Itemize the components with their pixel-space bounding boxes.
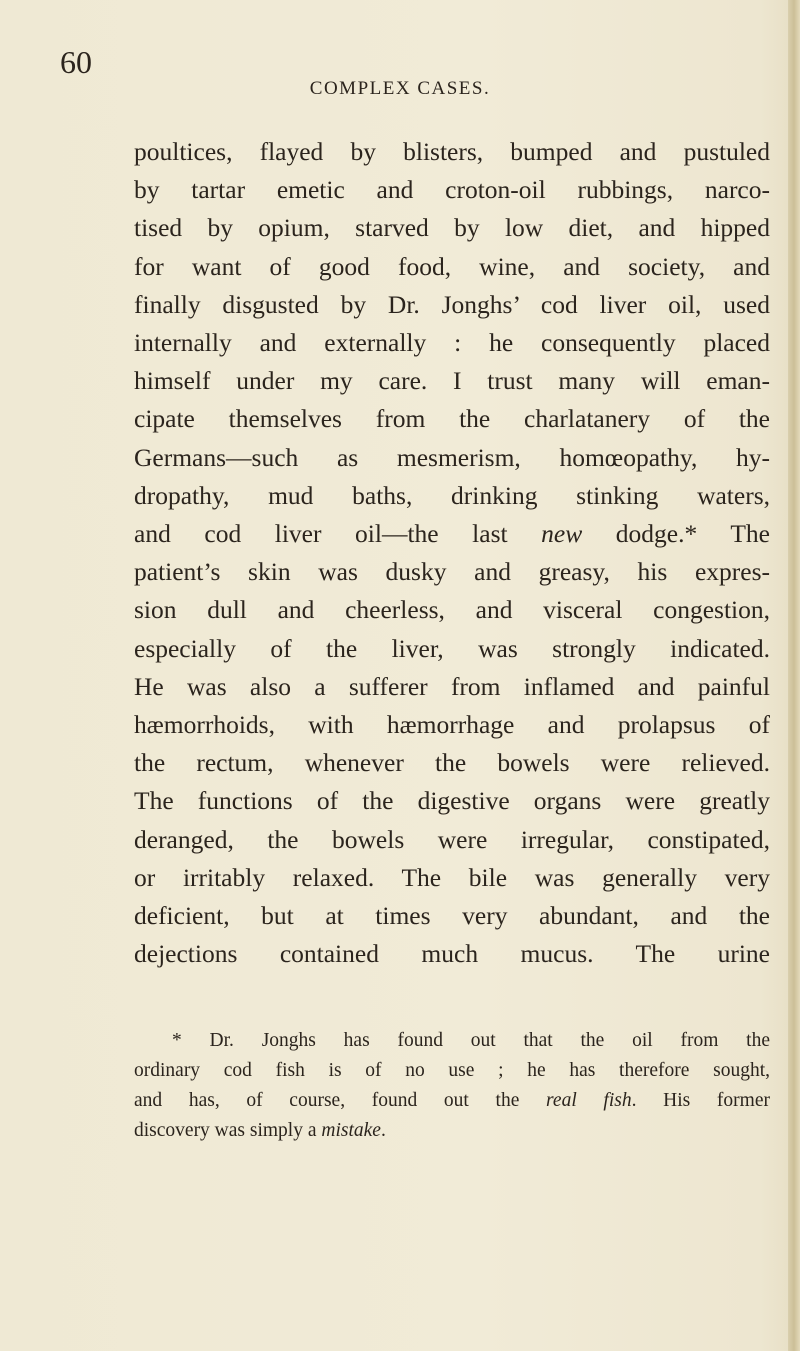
body-line-20: or irritably relaxed. The bile was generally very [134, 862, 770, 892]
body-line-18: The functions of the digestive organs were greatly [134, 786, 770, 816]
body-line-1: poultices, flayed by blisters, bumped and pustuled [134, 137, 770, 166]
body-line-14: especially of the liver, was strongly indicated. [134, 633, 770, 663]
body-line-4: for want of good food, wine, and society, and [134, 251, 770, 281]
body-line-8: cipate themselves from the charlatanery of the [134, 404, 770, 434]
body-line-22: dejections contained much mucus. The urine [134, 939, 770, 969]
page-edge [788, 0, 800, 1351]
body-line-6: internally and externally : he consequently placed [134, 328, 770, 358]
body-line-17: the rectum, whenever the bowels were relieved. [134, 748, 770, 778]
body-line-13: sion dull and cheerless, and visceral congestion, [134, 595, 770, 625]
footnote [134, 1026, 770, 1146]
body-line-12: patient’s skin was dusky and greasy, his expres- [134, 557, 770, 587]
body-line-3: tised by opium, starved by low diet, and hipped [134, 213, 770, 243]
body-line-2: by tartar emetic and croton-oil rubbings, narco- [134, 175, 770, 205]
body-line-10: dropathy, mud baths, drinking stinking waters, [134, 480, 770, 510]
footnote-line-3: and has, of course, found out the real fish. His former [134, 1090, 770, 1111]
footnote-line-4: discovery was simply a mistake. [134, 1120, 386, 1141]
running-head: COMPLEX CASES. [309, 78, 491, 99]
body-line-9: Germans—such as mesmerism, homœopathy, hy- [134, 442, 770, 472]
page-number: 60 [60, 44, 92, 80]
footnote-line-1: * Dr. Jonghs has found out that the oil from the [172, 1030, 770, 1051]
body-line-11: and cod liver oil—the last new dodge.* The [134, 519, 770, 549]
body-line-15: He was also a sufferer from inflamed and painful [134, 671, 770, 701]
footnote-line-2: ordinary cod fish is of no use ; he has therefore sought, [134, 1060, 770, 1081]
body-text [134, 133, 770, 973]
body-line-19: deranged, the bowels were irregular, constipated, [134, 824, 770, 854]
body-line-21: deficient, but at times very abundant, and the [134, 901, 770, 931]
body-line-5: finally disgusted by Dr. Jonghs’ cod liver oil, used [134, 289, 770, 319]
body-line-16: hæmorrhoids, with hæmorrhage and prolapsus of [134, 710, 770, 740]
body-line-7: himself under my care. I trust many will eman- [134, 366, 770, 396]
